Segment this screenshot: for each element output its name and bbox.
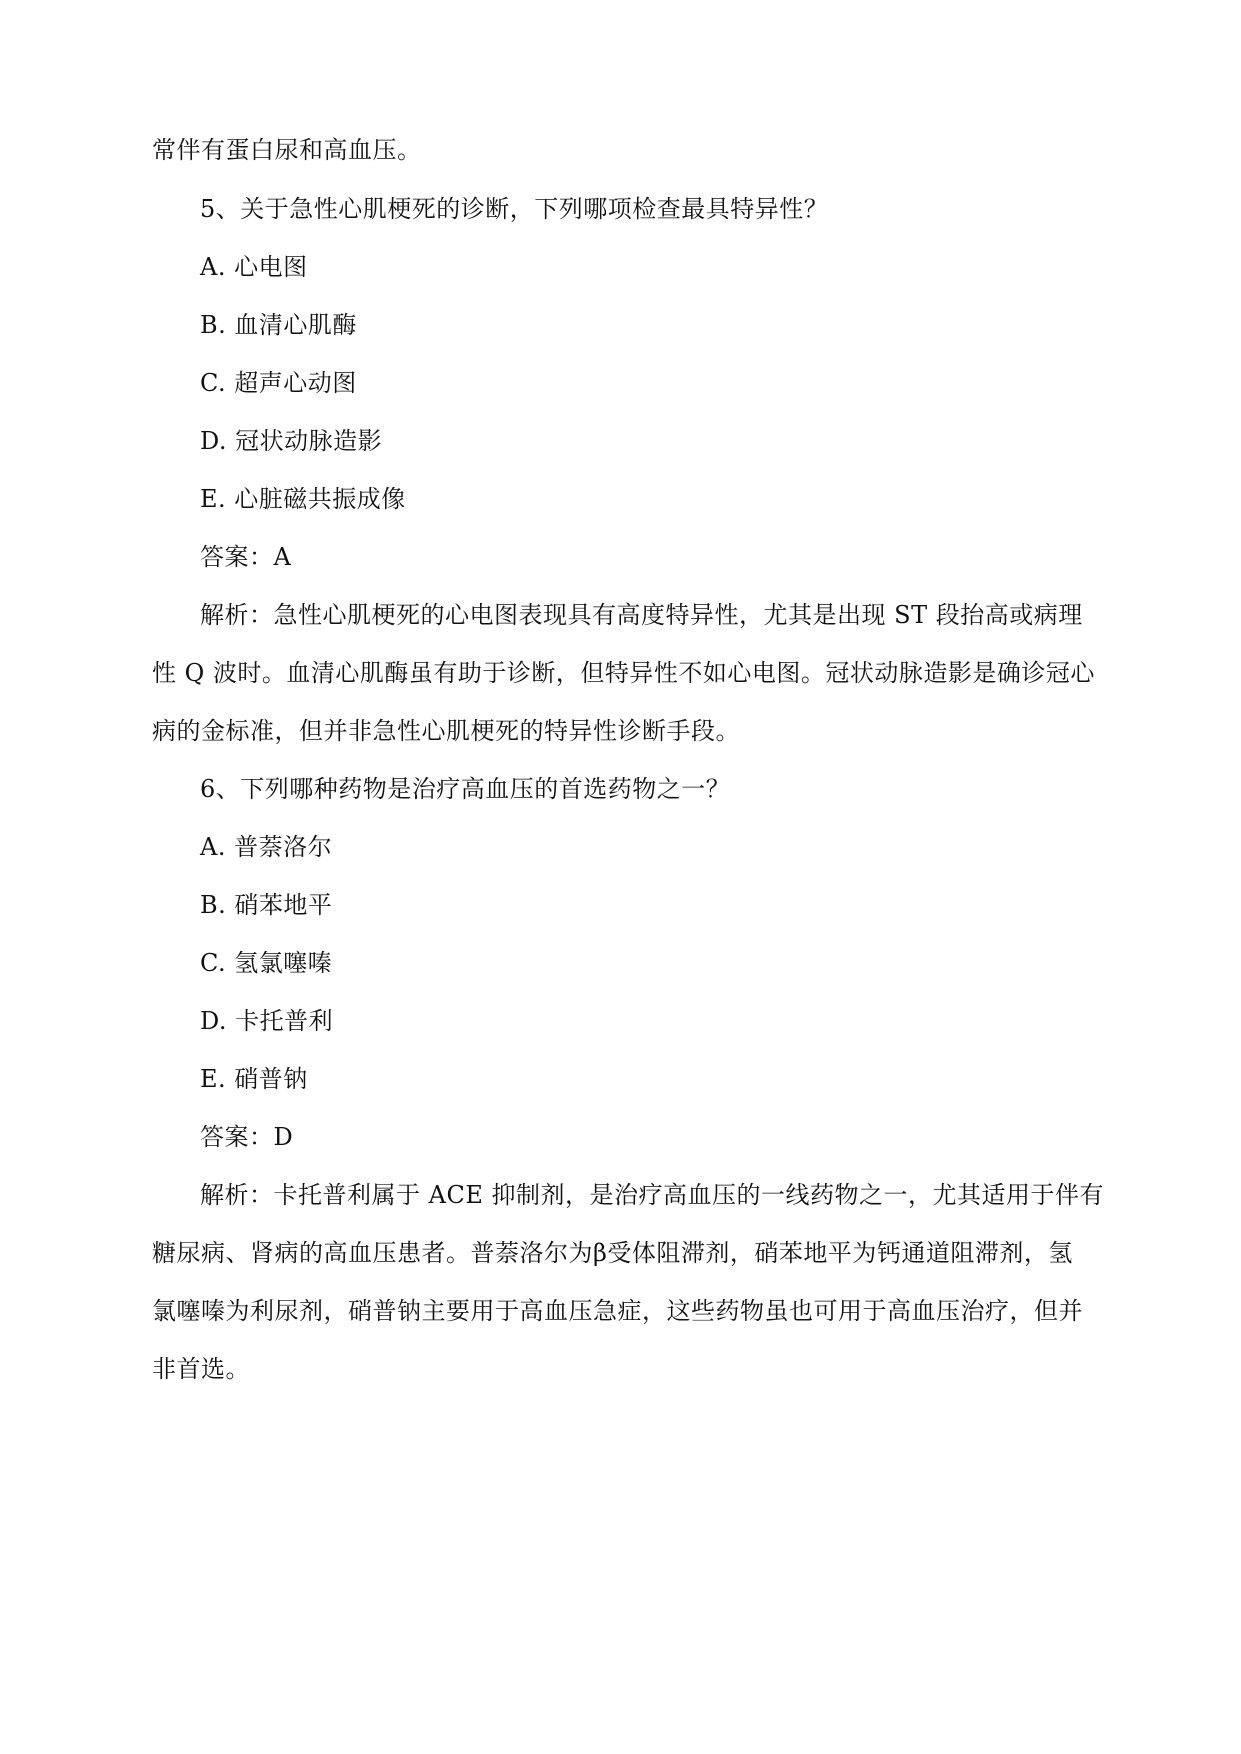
question-5-option-b: B. 血清心肌酶 [200,311,357,339]
question-6-analysis-line: 糖尿病、肾病的高血压患者。普萘洛尔为β受体阻滞剂，硝苯地平为钙通道阻滞剂，氢 [152,1239,1073,1267]
question-6-analysis-line: 解析：卡托普利属于 ACE 抑制剂，是治疗高血压的一线药物之一，尤其适用于伴有 [200,1181,1104,1209]
question-6-stem: 6、下列哪种药物是治疗高血压的首选药物之一？ [200,775,731,803]
continuation-text: 常伴有蛋白尿和高血压。 [152,136,422,164]
question-6-option-c: C. 氢氯噻嗪 [200,949,333,977]
question-6-analysis-line: 非首选。 [152,1355,250,1383]
question-5-option-a: A. 心电图 [200,253,308,281]
question-5-stem: 5、关于急性心肌梗死的诊断，下列哪项检查最具特异性？ [200,195,829,223]
question-5-option-c: C. 超声心动图 [200,369,357,397]
question-6-answer: 答案：D [200,1123,294,1151]
question-6-option-d: D. 卡托普利 [200,1007,334,1035]
question-5-option-d: D. 冠状动脉造影 [200,427,383,455]
question-6-option-e: E. 硝普钠 [200,1065,308,1093]
question-5-analysis-line: 性 Q 波时。血清心肌酶虽有助于诊断，但特异性不如心电图。冠状动脉造影是确诊冠心 [152,659,1095,687]
question-6-option-b: B. 硝苯地平 [200,891,333,919]
question-5-analysis-line: 病的金标准，但并非急性心肌梗死的特异性诊断手段。 [152,717,740,745]
question-5-analysis-line: 解析：急性心肌梗死的心电图表现具有高度特异性，尤其是出现 ST 段抬高或病理 [200,601,1083,629]
question-5-answer: 答案：A [200,543,292,571]
question-6-option-a: A. 普萘洛尔 [200,833,333,861]
question-6-analysis-line: 氯噻嗪为利尿剂，硝普钠主要用于高血压急症，这些药物虽也可用于高血压治疗，但并 [152,1297,1083,1325]
question-5-option-e: E. 心脏磁共振成像 [200,485,406,513]
